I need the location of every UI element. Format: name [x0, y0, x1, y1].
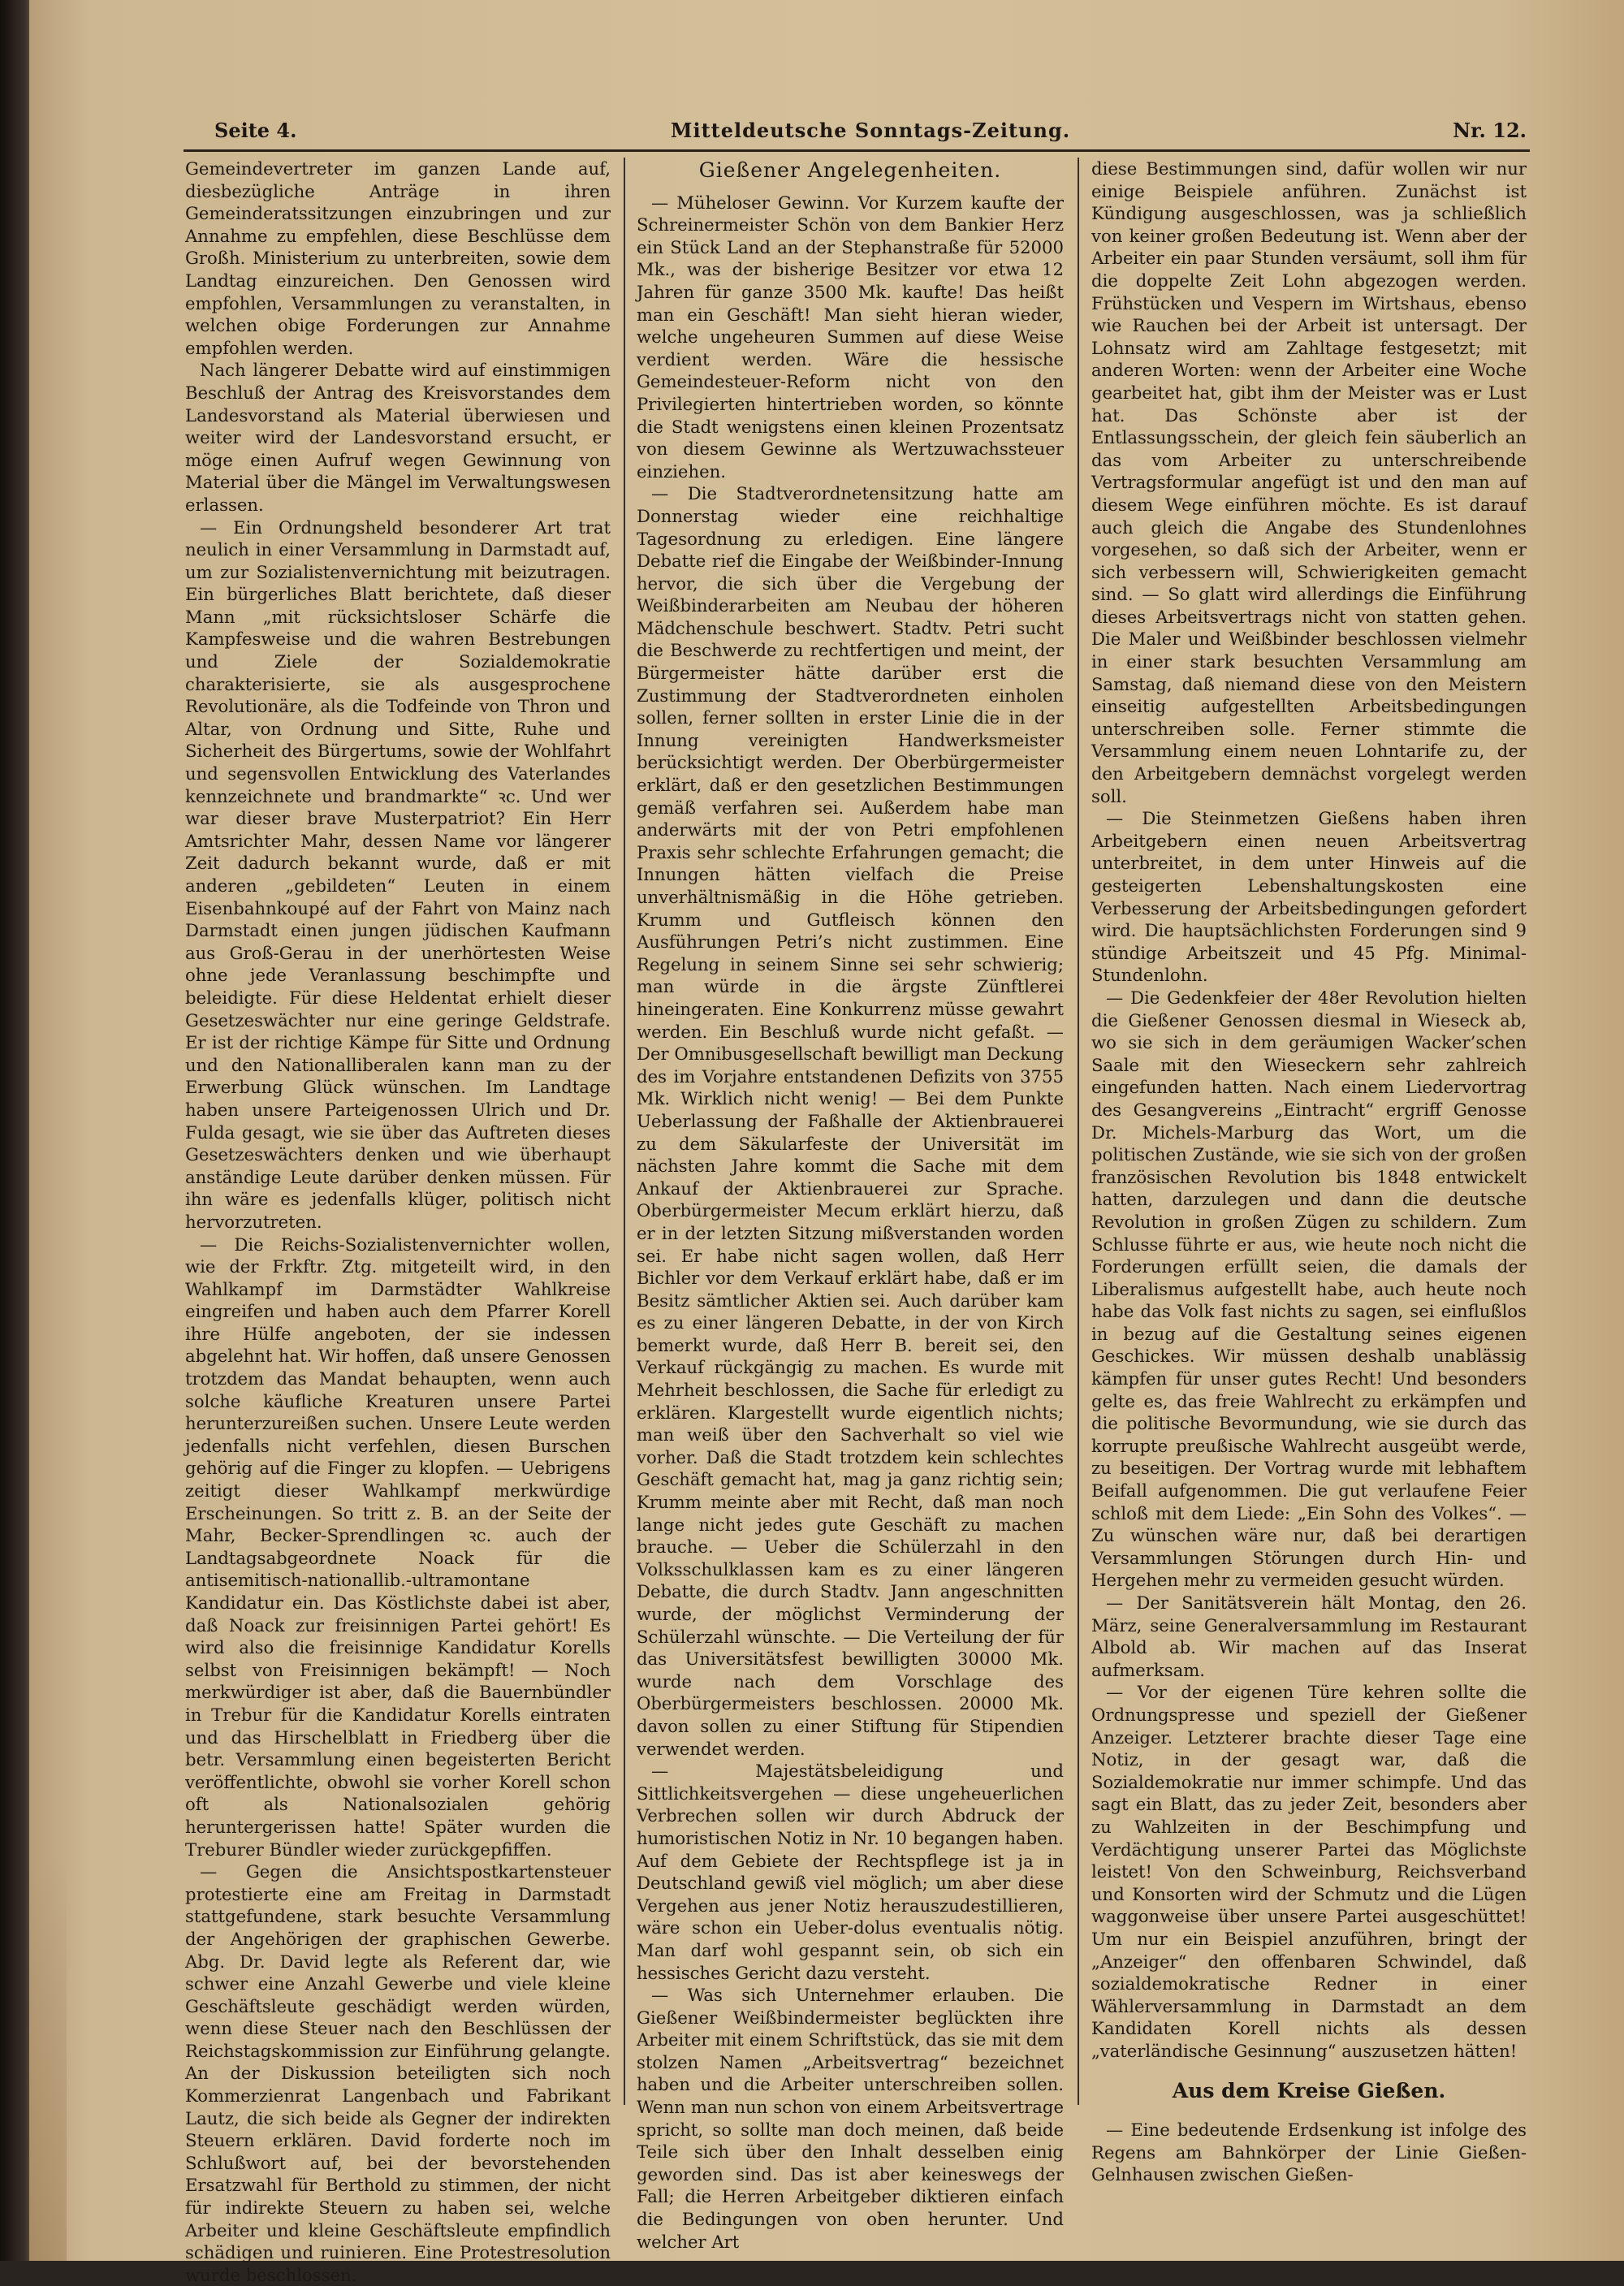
article-paragraph: — Der Sanitätsverein hält Montag, den 26. März, seine Generalversammlung im Restaurant Albold ab. Wir machen auf das Inserat aufmerksam.: [1091, 1592, 1527, 1680]
newspaper-title: Mitteldeutsche Sonntags-Zeitung.: [670, 119, 1071, 142]
page-number: Seite 4.: [214, 119, 297, 142]
article-paragraph: Gemeindevertreter im ganzen Lande auf, diesbezügliche Anträge in ihren Gemeinderatssitzungen einzubringen und zur Annahme zu empfehlen, diese Beschlüsse dem Großh. Ministerium zu unterbreiten, sowie dem Landtag einzureichen. Den Genossen wird empfohlen, Versammlungen zu veranstalten, in welchen obige Forderungen zur Annahme empfohlen werden.: [185, 158, 611, 358]
article-paragraph: Nach längerer Debatte wird auf einstimmigen Beschluß der Antrag des Kreisvorstandes dem Landesvorstand als Material überwiesen und weiter wird der Landesvorstand ersucht, er möge einen Aufruf wegen Gewinnung von Material über die Mängel im Verwaltungswesen erlassen.: [185, 360, 611, 515]
section-heading: Gießener Angelegenheiten.: [698, 158, 1002, 182]
article-paragraph: diese Bestimmungen sind, dafür wollen wir nur einige Beispiele anführen. Zunächst ist Kündigung ausgeschlossen, was ja schließlich von keiner großen Bedeutung ist. Wenn aber der Arbeiter ein paar Stunden versäumt, soll ihm für die doppelte Zeit Lohn abgezogen werden. Frühstücken und Vespern im Wirtshaus, ebenso wie Rauchen bei der Arbeit ist untersagt. Der Lohnsatz wird am Zahltage festgesetzt; mit anderen Worten: wenn der Arbeiter eine Woche gearbeitet hat, gibt ihm der Meister was er Lust hat. Das Schönste aber ist der Entlassungsschein, der gleich fein säuberlich an das vom Arbeiter zu unterschreibende Vertragsformular angefügt ist und den man auf diesem Wege einführen möchte. Es ist darauf auch gleich die Angabe des Stundenlohnes vorgesehen, so daß sich der Arbeiter, wenn er sich verbessern will, Schwierigkeiten gemacht sind. — So glatt wird allerdings die Einführung dieses Arbeitsvertrags nicht von statten gehen. Die Maler und Weißbinder beschlossen vielmehr in einer stark besuchten Versammlung am Samstag, daß niemand diese von den Meistern einseitig aufgestellten Arbeitsbedingungen unterschreiben solle. Ferner stimmte die Versammlung einem neuen Lohntarife zu, der den Arbeitgebern demnächst vorgelegt werden soll.: [1091, 158, 1527, 806]
article-paragraph: — Eine bedeutende Erdsenkung ist infolge des Regens am Bahnkörper der Linie Gießen-Gelnhausen zwischen Gießen-: [1091, 2120, 1527, 2185]
article-paragraph: — Müheloser Gewinn. Vor Kurzem kaufte der Schreinermeister Schön von dem Bankier Herz ein Stück Land an der Stephanstraße für 52000 Mk., was der bisherige Besitzer vor etwa 12 Jahren für ganze 3500 Mk. kaufte! Das heißt man ein Geschäft! Man sieht hieran wieder, welche ungeheuren Summen auf diese Weise verdient werden. Wäre die hessische Gemeindesteuer-Reform nicht von den Privilegierten hintertrieben worden, so könnte die Stadt wenigstens einen kleinen Prozentsatz von diesem Gewinne als Wertzuwachssteuer einziehen.: [637, 192, 1064, 482]
page-stain: [29, 1855, 67, 2261]
section-heading: Aus dem Kreise Gießen.: [1172, 2079, 1446, 2103]
column-2: [637, 158, 1064, 2252]
column-1: [185, 158, 611, 2285]
column-3: [1091, 158, 1527, 2185]
article-paragraph: — Ein Ordnungsheld besonderer Art trat neulich in einer Versammlung in Darmstadt auf, um zur Sozialistenvernichtung mit beizutragen. Ein bürgerliches Blatt berichtete, daß dieser Mann „mit rücksichtsloser Schärfe die Kampfesweise und die wahren Bestrebungen und Ziele der Sozialdemokratie charakterisierte, sie als ausgesprochene Revolutionäre, als die Todfeinde von Thron und Altar, von Ordnung und Sitte, Ruhe und Sicherheit des Bürgertums, sowie der Wohlfahrt und segensvollen Entwicklung des Vaterlandes kennzeichnete und brandmarkte“ ꝛc. Und wer war dieser brave Musterpatriot? Ein Herr Amtsrichter Mahr, dessen Name vor längerer Zeit dadurch bekannt wurde, daß er mit anderen „gebildeten“ Leuten in einem Eisenbahnkoupé auf der Fahrt von Mainz nach Darmstadt einen jungen jüdischen Kaufmann aus Groß-Gerau in der unerhörtesten Weise ohne jede Veranlassung beschimpfte und beleidigte. Für diese Heldentat erhielt dieser Gesetzeswächter nur eine geringe Geldstrafe. Er ist der richtige Kämpe für Sitte und Ordnung und den Nationalliberalen kann man zu der Erwerbung Glück wünschen. Im Landtage haben unsere Parteigenossen Ulrich und Dr. Fulda gesagt, wie sie über das Auftreten dieses Gesetzeswächters denken und wie überhaupt anständige Leute darüber denken müssen. Für ihn wäre es jedenfalls klüger, politisch nicht hervorzutreten.: [185, 516, 611, 1232]
article-paragraph: — Die Reichs-Sozialistenvernichter wollen, wie der Frkftr. Ztg. mitgeteilt wird, in den Wahlkampf im Darmstädter Wahlkreise eingreifen und haben auch dem Pfarrer Korell ihre Hülfe angeboten, der sie indessen abgelehnt hat. Wir hoffen, daß unsere Genossen trotzdem das Mandat behaupten, wenn auch solche käufliche Kreaturen unsere Partei herunterzureißen suchen. Unsere Leute werden jedenfalls nicht verfehlen, diesen Burschen gehörig auf die Finger zu klopfen. — Uebrigens zeitigt dieser Wahlkampf merkwürdige Erscheinungen. So tritt z. B. an der Seite der Mahr, Becker-Sprendlingen ꝛc. auch der Landtagsabgeordnete Noack für die antisemitisch-nationallib.-ultramontane Kandidatur ein. Das Köstlichste dabei ist aber, daß Noack zur freisinnigen Partei gehört! Es wird also die freisinnige Kandidatur Korells selbst von Freisinnigen bekämpft! — Noch merkwürdiger ist aber, daß die Bauernbündler in Trebur für die Kandidatur Korells eintraten und das Hirschelblatt in Friedberg über die betr. Versammlung einen begeisterten Bericht veröffentlichte, obwohl sie vorher Korell schon oft als Nationalsozialen gehörig heruntergerissen hatte! Später wurden die Treburer Bündler wieder zurückgepfiffen.: [185, 1234, 611, 1860]
page-header: [214, 114, 1527, 146]
header-rule: [184, 149, 1530, 152]
column-divider-2: [1078, 158, 1079, 2105]
article-paragraph: — Die Stadtverordnetensitzung hatte am Donnerstag wieder eine reichhaltige Tagesordnung zu erledigen. Eine längere Debatte rief die Eingabe der Weißbinder-Innung hervor, die sich über die Vergebung der Weißbinderarbeiten am Neubau der höheren Mädchenschule beschwert. Stadtv. Petri sucht die Beschwerde zu rechtfertigen und meint, der Bürgermeister hätte darüber erst die Zustimmung der Stadtverordneten einholen sollen, ferner sollten in erster Linie die in der Innung vereinigten Handwerksmeister berücksichtigt werden. Der Oberbürgermeister erklärt, daß er den gesetzlichen Bestimmungen gemäß verfahren sei. Außerdem habe man anderwärts mit der von Petri empfohlenen Praxis sehr schlechte Erfahrungen gemacht; die Innungen hätten vielfach die Preise unverhältnismäßig in die Höhe getrieben. Krumm und Gutfleisch können den Ausführungen Petri’s nicht zustimmen. Eine Regelung in seinem Sinne sei sehr schwierig; man würde in die ärgste Zünftlerei hineingeraten. Eine Konkurrenz müsse gewahrt werden. Ein Beschluß wurde nicht gefaßt. — Der Omnibusgesellschaft bewilligt man Deckung des im Vorjahre entstandenen Defizits von 3755 Mk. Wirklich nicht wenig! — Bei dem Punkte Ueberlassung der Faßhalle der Aktienbrauerei zu dem Säkularfeste der Universität im nächsten Jahre kommt die Sache mit dem Ankauf der Aktienbrauerei zur Sprache. Oberbürgermeister Mecum erklärt hierzu, daß er in der letzten Sitzung mißverstanden worden sei. Er habe nicht sagen wollen, daß Herr Bichler vor dem Verkauf erklärt habe, daß er im Besitz sämtlicher Aktien sei. Auch darüber kam es zu einer längeren Debatte, in der von Kirch bemerkt wurde, daß Herr B. bereit sei, den Verkauf rückgängig zu machen. Es wurde mit Mehrheit beschlossen, die Sache für erledigt zu erklären. Klargestellt wurde eigentlich nichts; man weiß über den Sachverhalt so viel wie vorher. Daß die Stadt trotzdem kein schlechtes Geschäft gemacht hat, mag ja ganz richtig sein; Krumm meinte aber mit Recht, daß man noch lange nicht jedes gute Geschäft zu machen brauche. — Ueber die Schülerzahl in den Volksschulklassen kam es zu einer längeren Debatte, die durch Stadtv. Jann angeschnitten wurde, der möglichst Verminderung der Schülerzahl wünschte. — Die Verteilung der für das Universitätsfest bewilligten 30000 Mk. wurde nach dem Vorschlage des Oberbürgermeisters beschlossen. 20000 Mk. davon sollen zu einer Stiftung für Stipendien verwendet werden.: [637, 483, 1064, 1759]
article-paragraph: — Majestätsbeleidigung und Sittlichkeitsvergehen — diese ungeheuerlichen Verbrechen sollen wir durch Abdruck der humoristischen Notiz in Nr. 10 begangen haben. Auf dem Gebiete der Rechtspflege ist ja in Deutschland gewiß viel möglich; um aber diese Vergehen aus jener Notiz herauszudestillieren, wäre schon ein Ueber-dolus eventualis nötig. Man darf wohl gespannt sein, ob sich ein hessisches Gericht dazu versteht.: [637, 1761, 1064, 1983]
article-paragraph: — Was sich Unternehmer erlauben. Die Gießener Weißbindermeister beglückten ihre Arbeiter mit einem Schriftstück, das sie mit dem stolzen Namen „Arbeitsvertrag“ bezeichnet haben und die Arbeiter unterschreiben sollen. Wenn man nun schon von einem Arbeitsvertrage spricht, so sollte man doch meinen, daß beide Teile sich über den Inhalt desselben einig geworden sind. Das ist aber keineswegs der Fall; die Herren Arbeitgeber diktieren einfach die Bedingungen von oben herunter. Und welcher Art: [637, 1985, 1064, 2252]
article-paragraph: — Die Gedenkfeier der 48er Revolution hielten die Gießener Genossen diesmal in Wieseck ab, wo sie sich in dem geräumigen Wacker’schen Saale mit den Wieseckern sehr zahlreich eingefunden hatten. Nach einem Liedervortrag des Gesangvereins „Eintracht“ ergriff Genosse Dr. Michels-Marburg das Wort, um die politischen Zustände, wie sie sich von der großen französischen Revolution bis 1848 entwickelt hatten, darzulegen und dann die deutsche Revolution in großen Zügen zu schildern. Zum Schlusse führte er aus, wie heute noch nicht die Forderungen erfüllt seien, die damals der Liberalismus aufgestellt habe, auch heute noch habe das Volk fast nichts zu sagen, sei einflußlos in bezug auf die Gestaltung seines eigenen Geschickes. Wir müssen deshalb unablässig kämpfen für unser gutes Recht! Und besonders gelte es, das freie Wahlrecht zu erkämpfen und die politische Bevormundung, wie sie durch das korrupte preußische Wahlrecht ausgeübt werde, zu beseitigen. Der Vortrag wurde mit lebhaftem Beifall aufgenommen. Die gut verlaufene Feier schloß mit dem Liede: „Ein Sohn des Volkes“. — Zu wünschen wäre nur, daß bei derartigen Versammlungen Störungen durch Hin- und Hergehen mehr zu vermeiden gesucht würden.: [1091, 987, 1527, 1591]
article-paragraph: — Die Steinmetzen Gießens haben ihren Arbeitgebern einen neuen Arbeitsvertrag unterbreitet, in dem unter Hinweis auf die gesteigerten Lebenshaltungskosten eine Verbesserung der Arbeitsbedingungen gefordert wird. Die hauptsächlichsten Forderungen sind 9 stündige Arbeitszeit und 45 Pfg. Minimal-Stundenlohn.: [1091, 808, 1527, 986]
issue-number: Nr. 12.: [1453, 119, 1527, 142]
column-divider-1: [624, 158, 625, 2105]
article-paragraph: — Vor der eigenen Türe kehren sollte die Ordnungspresse und speziell der Gießener Anzeiger. Letzterer brachte dieser Tage eine Notiz, in der gesagt war, daß die Sozialdemokratie nur immer schimpfe. Und das sagt ein Blatt, das zu jeder Zeit, besonders aber zu Wahlzeiten in der Beschimpfung und Verdächtigung unserer Partei das Möglichste leistet! Von den Schweinburg, Reichsverband und Konsorten wird der Schmutz und die Lügen waggonweise über unsere Partei ausgeschüttet! Um nur ein Beispiel anzuführen, bringt der „Anzeiger“ den offenbaren Schwindel, daß sozialdemokratische Redner in einer Wählerversammlung in Darmstadt an dem Kandidaten Korell nichts als dessen „vaterländische Gesinnung“ auszusetzen hätten!: [1091, 1682, 1527, 2061]
article-paragraph: — Gegen die Ansichtspostkartensteuer protestierte eine am Freitag in Darmstadt stattgefundene, stark besuchte Versammlung der Angehörigen der graphischen Gewerbe. Abg. Dr. David legte als Referent dar, wie schwer eine Anzahl Gewerbe und viele kleine Geschäftsleute geschädigt werden würden, wenn diese Steuer nach den Beschlüssen der Reichstagskommission zur Einführung gelangte. An der Diskussion beteiligten sich noch Kommerzienrat Langenbach und Fabrikant Lautz, die sich beide als Gegner der indirekten Steuern erklären. David forderte noch im Schlußwort auf, bei der bevorstehenden Ersatzwahl für Berthold zu stimmen, der nicht für indirekte Steuern zu haben sei, welche Arbeiter und kleine Geschäftsleute empfindlich schädigen und ruinieren. Eine Protestresolution wurde beschlossen.: [185, 1861, 611, 2285]
